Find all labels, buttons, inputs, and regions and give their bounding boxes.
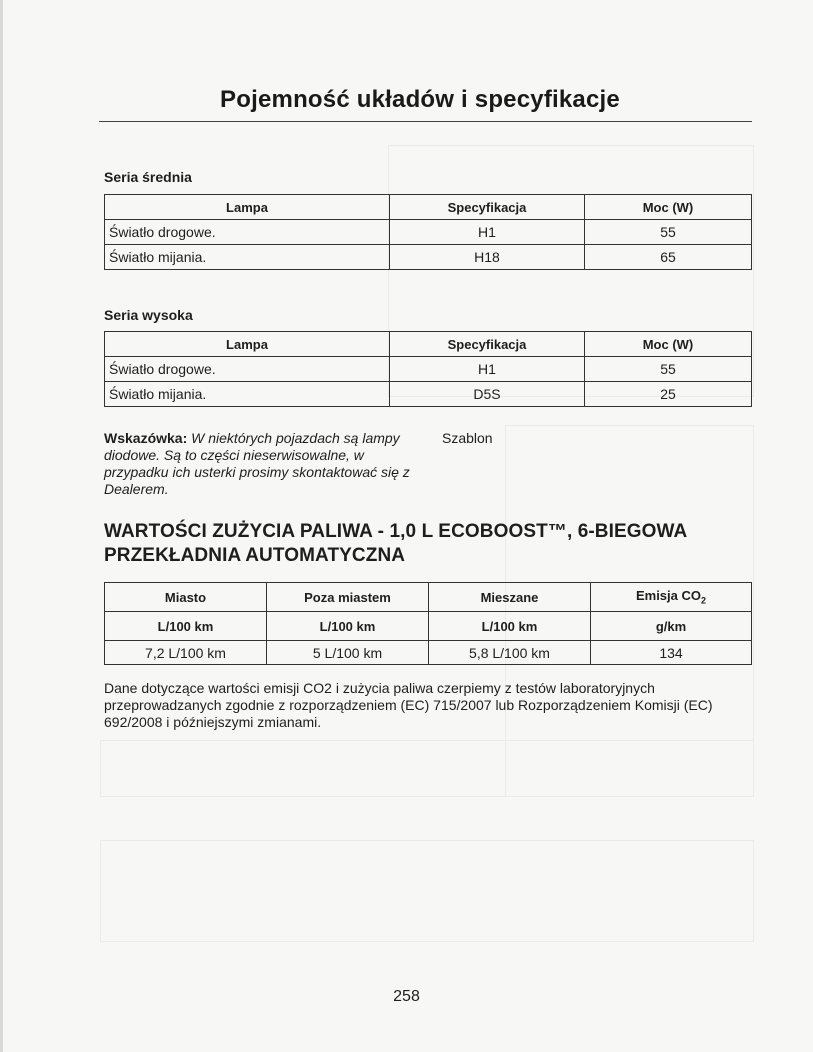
spec-cell: H1 bbox=[390, 220, 585, 245]
column-header-power: Moc (W) bbox=[585, 332, 752, 357]
note-label: Wskazówka: bbox=[104, 430, 188, 446]
unit-cell: L/100 km bbox=[429, 612, 591, 641]
spec-cell: H18 bbox=[390, 245, 585, 270]
bleed-through-box bbox=[100, 740, 754, 797]
co2-subscript: 2 bbox=[701, 595, 707, 606]
table-units-row bbox=[105, 612, 752, 641]
lamp-cell: Światło mijania. bbox=[105, 245, 390, 270]
table-row bbox=[105, 641, 752, 665]
page-number: 258 bbox=[393, 988, 420, 1005]
extra-urban-value: 5 L/100 km bbox=[267, 641, 429, 665]
city-value: 7,2 L/100 km bbox=[105, 641, 267, 665]
fuel-consumption-table bbox=[104, 582, 752, 665]
table-row bbox=[105, 220, 752, 245]
page-title: Pojemność układów i specyfikacje bbox=[220, 86, 620, 113]
co2-value: 134 bbox=[591, 641, 752, 665]
co2-header-text: Emisja CO bbox=[635, 588, 701, 604]
column-header-spec: Specyfikacja bbox=[390, 332, 585, 357]
power-cell: 55 bbox=[585, 220, 752, 245]
power-cell: 65 bbox=[585, 245, 752, 270]
table-row bbox=[105, 357, 752, 382]
column-header-combined: Mieszane bbox=[429, 583, 591, 612]
table-row bbox=[105, 245, 752, 270]
fuel-footnote: Dane dotyczące wartości emisji CO2 i zużycia paliwa czerpiemy z testów laboratoryjnych przeprowadzanych zgodnie z rozporządzeniem (EC) 715/2007 lub Rozporządzeniem Komisji (EC) 692/2008 i późniejszymi zmianami. bbox=[104, 680, 713, 730]
note-block bbox=[104, 430, 414, 498]
unit-cell: L/100 km bbox=[105, 612, 267, 641]
column-header-extra-urban: Poza miastem bbox=[267, 583, 429, 612]
table-row bbox=[105, 382, 752, 407]
page-edge bbox=[0, 0, 3, 1052]
template-label: Szablon bbox=[442, 430, 493, 446]
unit-cell: L/100 km bbox=[267, 612, 429, 641]
table-header-row bbox=[105, 195, 752, 220]
title-divider bbox=[99, 121, 752, 122]
high-series-label: Seria wysoka bbox=[104, 307, 193, 323]
medium-series-label: Seria średnia bbox=[104, 169, 192, 185]
column-header-co2-emission bbox=[591, 583, 752, 612]
column-header-lamp: Lampa bbox=[105, 195, 390, 220]
column-header-lamp: Lampa bbox=[105, 332, 390, 357]
bleed-through-box bbox=[100, 840, 754, 942]
table-header-row bbox=[105, 583, 752, 612]
combined-value: 5,8 L/100 km bbox=[429, 641, 591, 665]
column-header-city: Miasto bbox=[105, 583, 267, 612]
lamp-cell: Światło drogowe. bbox=[105, 357, 390, 382]
note-text: W niektórych pojazdach są lampy diodowe. Są to części nieserwisowalne, w przypadku ich usterki prosimy skontaktować się z Dealerem. bbox=[104, 430, 410, 497]
spec-cell: H1 bbox=[390, 357, 585, 382]
spec-cell: D5S bbox=[390, 382, 585, 407]
power-cell: 25 bbox=[585, 382, 752, 407]
table-header-row bbox=[105, 332, 752, 357]
column-header-spec: Specyfikacja bbox=[390, 195, 585, 220]
high-series-table bbox=[104, 331, 752, 407]
fuel-section-heading: WARTOŚCI ZUŻYCIA PALIWA - 1,0 L ECOBOOST™, 6-BIEGOWA PRZEKŁADNIA AUTOMATYCZNA bbox=[104, 521, 687, 566]
unit-cell: g/km bbox=[591, 612, 752, 641]
lamp-cell: Światło mijania. bbox=[105, 382, 390, 407]
column-header-power: Moc (W) bbox=[585, 195, 752, 220]
lamp-cell: Światło drogowe. bbox=[105, 220, 390, 245]
power-cell: 55 bbox=[585, 357, 752, 382]
medium-series-table bbox=[104, 194, 752, 270]
